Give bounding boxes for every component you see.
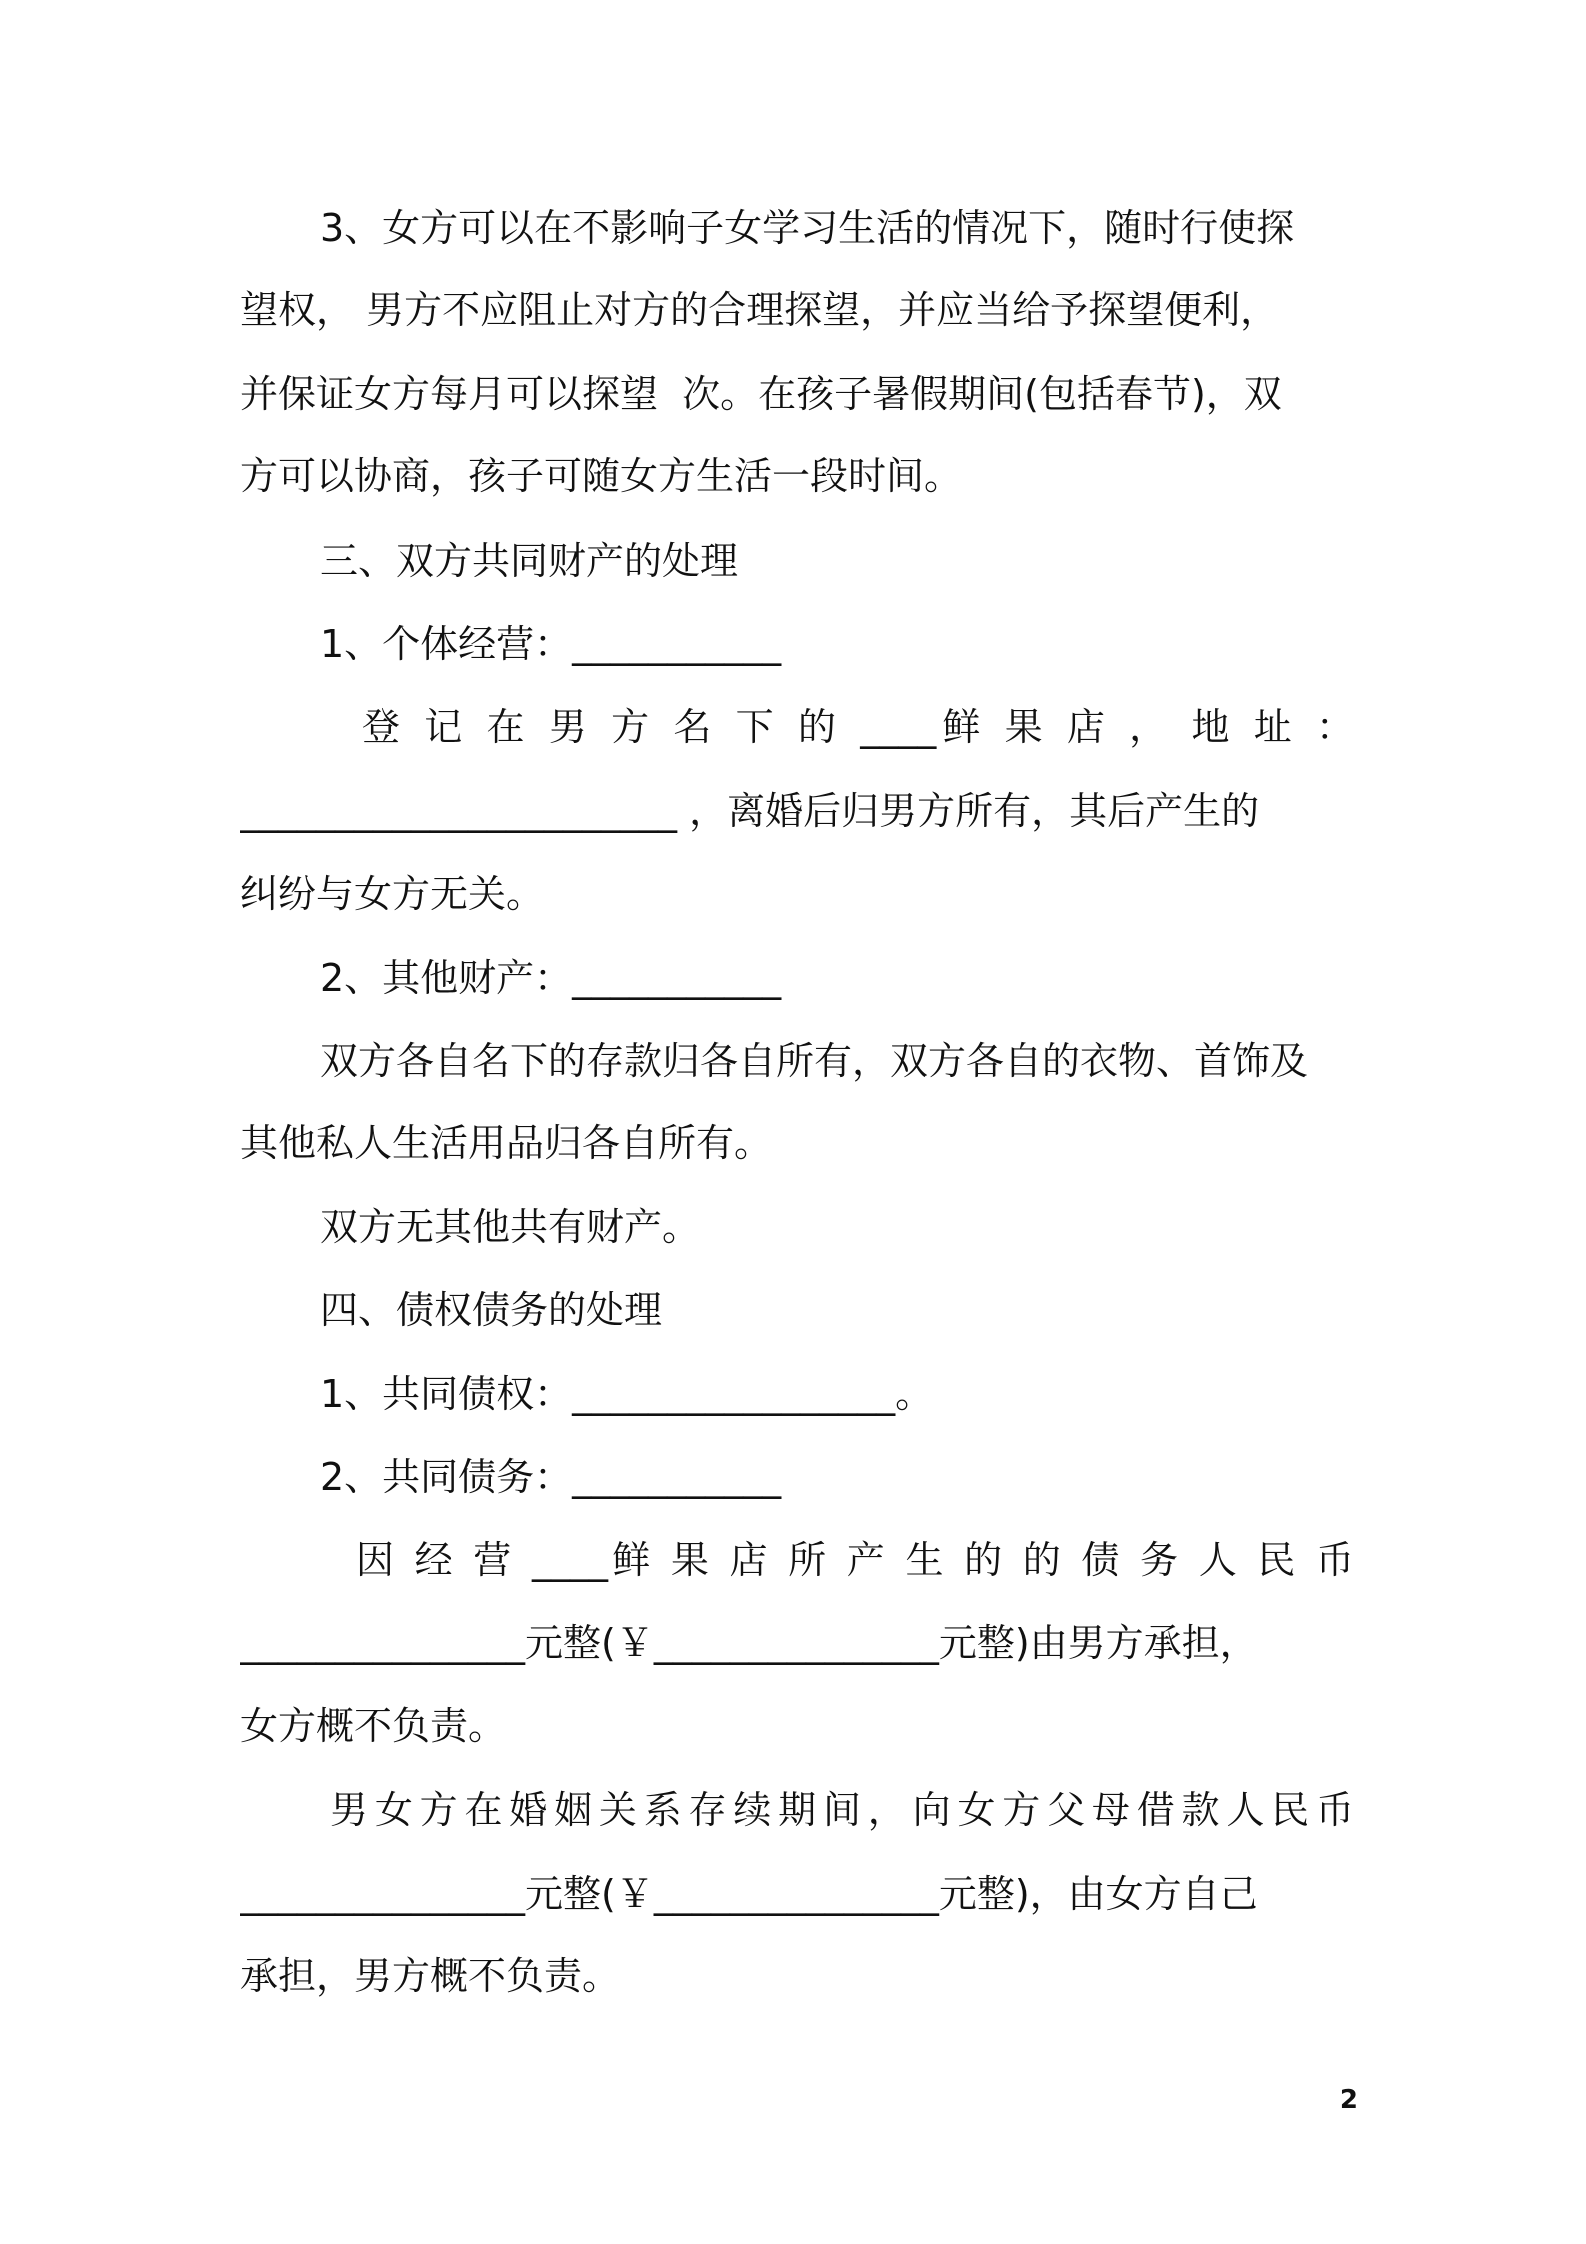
text-line: 方可以协商，孩子可随女方生活一段时间。: [240, 454, 963, 498]
page-number: 2: [1339, 2085, 1358, 2115]
text-line: _______________________ ，离婚后归男方所有，其后产生的: [240, 789, 1260, 833]
section-heading: 三、双方共同财产的处理: [320, 539, 739, 583]
text-line: 纠纷与女方无关。: [240, 872, 545, 916]
text-line: 1、共同债权：_________________。: [320, 1372, 934, 1416]
text-line: 3、女方可以在不影响子女学习生活的情况下，随时行使探: [320, 206, 1295, 250]
text-line: 2、其他财产：___________: [320, 956, 782, 1000]
text-line: 2、共同债务：___________: [320, 1455, 782, 1499]
text-line: 男女方在婚姻关系存续期间，向女方父母借款人民币: [330, 1788, 1354, 1832]
text-line: 双方各自名下的存款归各自所有，双方各自的衣物、首饰及: [320, 1039, 1309, 1083]
text-line: 女方概不负责。: [240, 1704, 507, 1748]
text-line: _______________元整(￥_______________元整)由男方承担，: [240, 1621, 1258, 1665]
text-line: 登 记 在 男 方 名 下 的 ____鲜 果 店 ， 地 址 ：: [362, 705, 1354, 749]
text-line: 望权， 男方不应阻止对方的合理探望，并应当给予探望便利，: [240, 288, 1279, 332]
text-line: 因 经 营 ____鲜 果 店 所 产 生 的 的 债 务 人 民 币: [356, 1538, 1354, 1582]
text-line: _______________元整(￥_______________元整)，由女方自己: [240, 1872, 1258, 1916]
section-heading: 四、债权债务的处理: [320, 1288, 663, 1332]
text-line: 双方无其他共有财产。: [320, 1205, 701, 1249]
text-line: 1、个体经营：___________: [320, 622, 782, 666]
text-line: 承担，男方概不负责。: [240, 1954, 621, 1998]
text-line: 其他私人生活用品归各自所有。: [240, 1121, 773, 1165]
text-line: 并保证女方每月可以探望 次。在孩子暑假期间(包括春节)，双: [240, 372, 1282, 416]
